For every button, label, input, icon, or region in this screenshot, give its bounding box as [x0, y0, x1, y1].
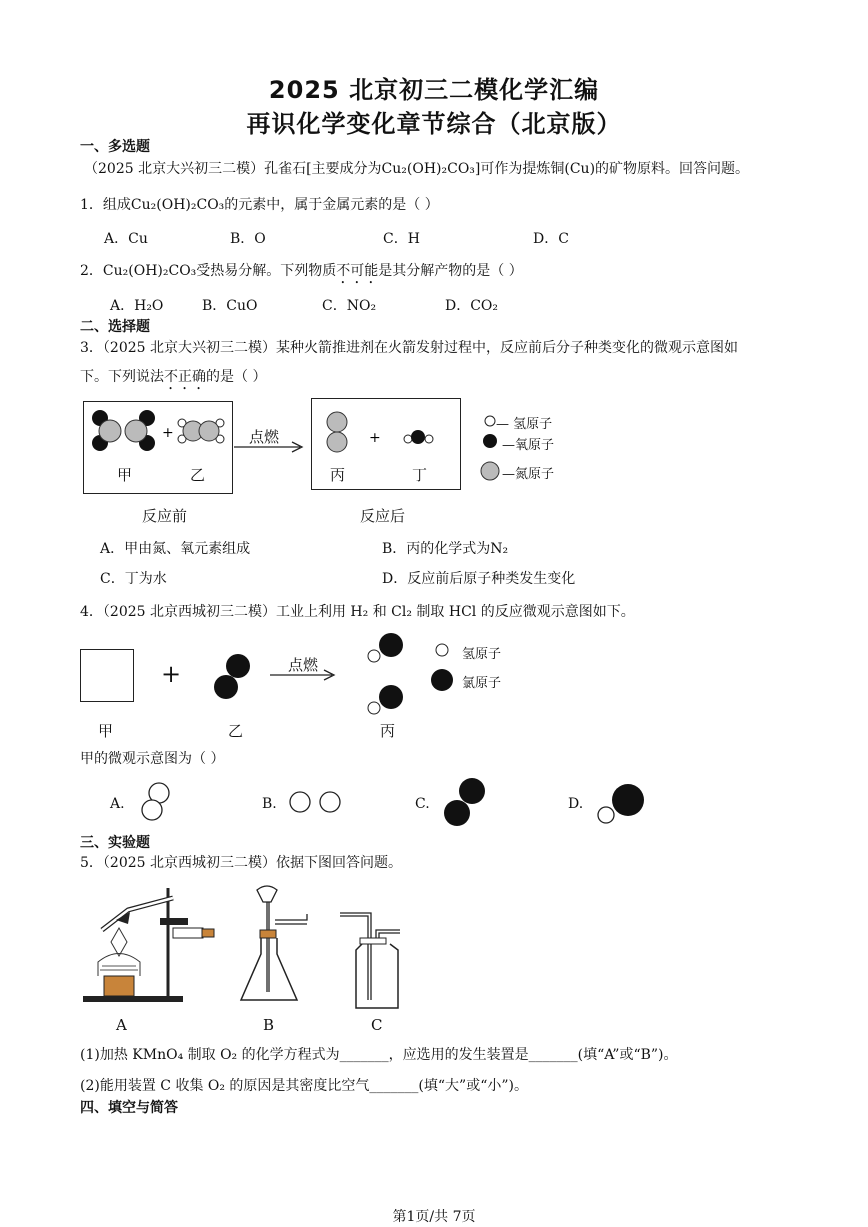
q5-line1: 5．（2025 北京西城初三二模）依据下图回答问题。 [80, 855, 402, 871]
q3-emphasis: 不正确 [164, 369, 206, 385]
q3-label-ding: 丁 [412, 466, 428, 484]
q4-legend-icons [432, 640, 462, 700]
intro-text-b: ]可作为提炼铜(Cu)的矿物原料。回答问题。 [474, 161, 750, 177]
q3-legend-h: — 氢原子 [496, 417, 553, 432]
q3-option-d[interactable]: D．反应前后原子种类发生变化 [382, 571, 576, 587]
q4-option-c-label[interactable]: C. [415, 796, 430, 812]
q4-option-b-image[interactable] [288, 790, 344, 815]
q3-legend-n: —氮原子 [502, 467, 555, 482]
svg-text:+: + [162, 425, 174, 441]
q3-line1: 3．（2025 北京大兴初三二模）某种火箭推进剂在火箭发射过程中，反应前后分子种类变化的微观示意图如 [80, 340, 738, 356]
question-1 [80, 194, 439, 214]
apparatus-label-b: B [263, 1016, 275, 1034]
q3-line2 [80, 366, 266, 393]
apparatus-c-image [338, 910, 408, 1010]
doc-title-line2: 再识化学变化章节综合（北京版） [246, 110, 622, 138]
q1-option-c[interactable]: C．H [383, 231, 420, 247]
q3-label-bing: 丙 [330, 466, 346, 484]
q2-formula: Cu₂(OH)₂CO₃ [102, 263, 197, 279]
q4-question: 甲的微观示意图为（ ） [80, 751, 225, 767]
q1-formula: Cu₂(OH)₂CO₃ [130, 197, 225, 213]
q2-option-d[interactable]: D．CO₂ [445, 298, 499, 314]
q1-text-a: 1．组成 [80, 197, 131, 213]
q4-arrow-label: 点燃 [288, 656, 319, 674]
q4-label-jia: 甲 [98, 722, 114, 740]
apparatus-label-c: C [371, 1016, 383, 1034]
q4-option-a-image[interactable] [136, 780, 176, 825]
q2-text-a: 2． [80, 263, 103, 279]
q3-reaction-arrow [234, 440, 306, 454]
q2-text-c: 是其分解产物的是（ ） [378, 263, 523, 279]
q3-text-a: 下。下列说法 [80, 369, 164, 385]
q4-legend-h: 氢原子 [462, 647, 502, 662]
q4-plus-sign: + [161, 660, 182, 688]
q3-arrow-label: 点燃 [249, 428, 280, 446]
section-heading-1: 一、多选题 [80, 139, 150, 155]
apparatus-label-a: A [116, 1016, 127, 1034]
apparatus-a-image [78, 880, 228, 1015]
q1-option-d[interactable]: D．C [533, 231, 569, 247]
q2-emphasis: 不可能 [336, 263, 379, 279]
q4-legend-cl: 氯原子 [462, 676, 502, 691]
q3-label-jia: 甲 [117, 466, 133, 484]
doc-title-line1: 2025 北京初三二模化学汇编 [268, 76, 600, 104]
q4-cl2-molecule [210, 650, 255, 700]
q1-option-a[interactable]: A．Cu [104, 231, 148, 247]
q2-option-b[interactable]: B．CuO [202, 298, 258, 314]
q3-text-b: 的是（ ） [206, 369, 267, 385]
q3-label-yi: 乙 [190, 466, 206, 484]
q3-before-label: 反应前 [142, 507, 188, 525]
q3-option-a[interactable]: A．甲由氮、氧元素组成 [100, 541, 251, 557]
q4-hcl-molecules [363, 628, 413, 718]
q2-text-b: 受热易分解。下列物质 [196, 263, 337, 279]
page-footer: 第1页/共 7页 [392, 1209, 476, 1225]
q3-after-label: 反应后 [360, 507, 406, 525]
intro-paragraph [84, 158, 749, 178]
q4-jia-box [80, 649, 134, 702]
q2-option-c[interactable]: C．NO₂ [322, 298, 377, 314]
q2-option-a[interactable]: A．H₂O [110, 298, 164, 314]
q1-option-b[interactable]: B．O [230, 231, 266, 247]
intro-formula: Cu₂(OH)₂CO₃ [381, 161, 475, 177]
q1-text-b: 的元素中，属于金属元素的是（ ） [224, 197, 439, 213]
q5-part2: (2)能用装置 C 收集 O₂ 的原因是其密度比空气_______(填“大”或“小”)。 [80, 1078, 528, 1094]
q3-before-molecules [83, 401, 233, 493]
question-2 [80, 260, 523, 287]
section-heading-3: 三、实验题 [80, 835, 150, 851]
section-heading-2: 二、选择题 [80, 319, 150, 335]
q4-line1: 4．（2025 北京西城初三二模）工业上利用 H₂ 和 Cl₂ 制取 HCl 的反应微观示意图如下。 [80, 604, 635, 620]
q4-option-d-label[interactable]: D. [568, 796, 584, 812]
svg-text:+: + [369, 430, 381, 446]
q3-option-c[interactable]: C．丁为水 [100, 571, 167, 587]
q3-option-b[interactable]: B．丙的化学式为N₂ [382, 541, 509, 557]
section-heading-4: 四、填空与简答 [80, 1100, 178, 1116]
q4-option-d-image[interactable] [595, 782, 650, 827]
q4-option-b-label[interactable]: B. [262, 796, 277, 812]
intro-text-a: （2025 北京大兴初三二模）孔雀石[主要成分为 [84, 161, 382, 177]
apparatus-b-image [235, 882, 315, 1010]
q4-option-a-label[interactable]: A. [110, 796, 125, 812]
q5-part1: (1)加热 KMnO₄ 制取 O₂ 的化学方程式为_______，应选用的发生装置是_______(填“A”或“B”)。 [80, 1047, 678, 1063]
q4-reaction-arrow [270, 668, 340, 682]
q3-legend-o: —氧原子 [502, 438, 555, 453]
q4-option-c-image[interactable] [440, 775, 490, 830]
q4-label-yi: 乙 [228, 722, 244, 740]
q4-label-bing: 丙 [380, 722, 396, 740]
